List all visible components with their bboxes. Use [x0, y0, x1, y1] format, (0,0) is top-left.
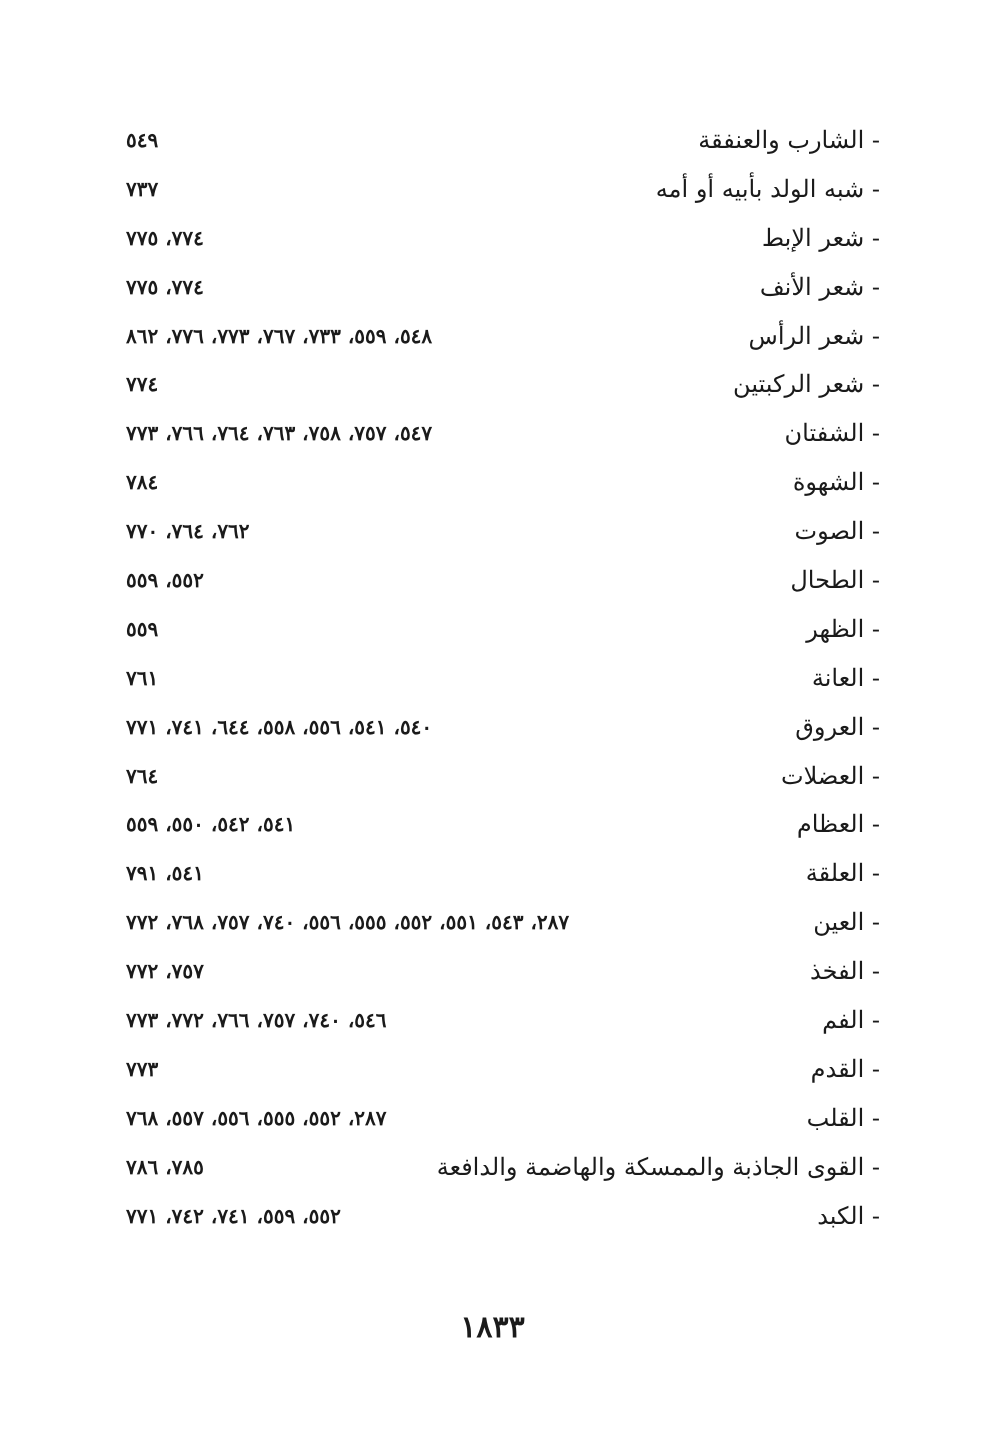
page-references: ٧٣٧ — [126, 176, 159, 201]
index-term: - العانة — [811, 663, 880, 692]
index-term: - الظهر — [806, 614, 880, 643]
page-references: ٥٥٢، ٥٥٩ — [126, 568, 204, 593]
index-term: - شعر الإبط — [761, 223, 880, 252]
index-entry — [120, 705, 880, 754]
index-entry — [120, 167, 880, 216]
page-references: ٧٦٢، ٧٦٤، ٧٧٠ — [126, 519, 250, 544]
index-term: - العضلات — [780, 761, 880, 790]
page-references: ٧٦١ — [126, 665, 159, 690]
index-entry — [120, 460, 880, 509]
index-entry — [120, 1096, 880, 1145]
page-references: ٧٨٤ — [126, 470, 159, 495]
index-term: - الطحال — [790, 566, 880, 595]
index-term: - العين — [813, 908, 880, 937]
index-entry — [120, 949, 880, 998]
index-term: - العظام — [796, 810, 880, 839]
index-term: - الكبد — [817, 1201, 880, 1230]
index-term: - شعر الرأس — [748, 321, 880, 350]
index-entry — [120, 607, 880, 656]
index-entry — [120, 265, 880, 314]
index-term: - الشارب والعنفقة — [698, 126, 880, 154]
page-number: ١٨٣٣ — [460, 1310, 525, 1345]
index-entry — [120, 851, 880, 900]
index-entry — [120, 362, 880, 411]
index-entry — [120, 754, 880, 803]
page-references: ٢٨٧، ٥٥٢، ٥٥٥، ٥٥٦، ٥٥٧، ٧٦٨ — [126, 1105, 387, 1130]
index-term: - العروق — [795, 712, 880, 741]
page-references: ٥٤٩ — [126, 128, 159, 152]
index-entry — [120, 1194, 880, 1243]
page-references: ٧٧٤، ٧٧٥ — [126, 274, 204, 299]
page-references: ٥٤١، ٥٤٢، ٥٥٠، ٥٥٩ — [126, 812, 296, 837]
index-entry — [120, 1145, 880, 1194]
index-term: - القلب — [806, 1103, 880, 1132]
index-list — [120, 118, 880, 1242]
page-references: ٧٨٥، ٧٨٦ — [126, 1154, 204, 1179]
page-references: ٥٤٦، ٧٤٠، ٧٥٧، ٧٦٦، ٧٧٢، ٧٧٣ — [126, 1008, 387, 1033]
page-references: ٥٤٨، ٥٥٩، ٧٣٣، ٧٦٧، ٧٧٣، ٧٧٦، ٨٦٢ — [126, 323, 433, 348]
index-term: - الصوت — [794, 517, 880, 546]
index-term: - القوى الجاذبة والممسكة والهاضمة والدافعة — [436, 1152, 880, 1181]
page-references: ٥٤١، ٧٩١ — [126, 861, 204, 886]
index-entry — [120, 509, 880, 558]
page-references: ٧٥٧، ٧٧٢ — [126, 959, 204, 984]
page-references: ٥٥٩ — [126, 616, 159, 641]
index-term: - شبه الولد بأبيه أو أمه — [655, 174, 880, 203]
page-references: ٥٤٧، ٧٥٧، ٧٥٨، ٧٦٣، ٧٦٤، ٧٦٦، ٧٧٣ — [126, 421, 433, 446]
index-term: - الشهوة — [792, 468, 880, 497]
page-references: ٥٥٢، ٥٥٩، ٧٤١، ٧٤٢، ٧٧١ — [126, 1203, 341, 1228]
page-references: ٧٧٤، ٧٧٥ — [126, 225, 204, 250]
page-references: ٢٨٧، ٥٤٣، ٥٥١، ٥٥٢، ٥٥٥، ٥٥٦، ٧٤٠، ٧٥٧، ٧٦٨، ٧٧٢ — [126, 910, 570, 935]
index-term: - العلقة — [805, 859, 880, 888]
index-entry — [120, 900, 880, 949]
page-references: ٧٦٤ — [126, 763, 159, 788]
index-entry — [120, 216, 880, 265]
index-entry — [120, 558, 880, 607]
index-term: - القدم — [810, 1054, 880, 1083]
index-term: - الفخذ — [810, 957, 880, 986]
index-entry — [120, 656, 880, 705]
index-entry — [120, 802, 880, 851]
index-term: - شعر الركبتين — [733, 370, 880, 399]
index-term: - الفم — [822, 1006, 880, 1035]
index-entry — [120, 998, 880, 1047]
index-entry — [120, 314, 880, 363]
index-entry — [120, 118, 880, 167]
index-term: - الشفتان — [784, 419, 880, 448]
index-entry — [120, 411, 880, 460]
page-references: ٥٤٠، ٥٤١، ٥٥٦، ٥٥٨، ٦٤٤، ٧٤١، ٧٧١ — [126, 714, 433, 739]
index-entry — [120, 1047, 880, 1096]
page-references: ٧٧٤ — [126, 372, 159, 397]
index-term: - شعر الأنف — [759, 272, 880, 301]
page-references: ٧٧٣ — [126, 1056, 159, 1081]
